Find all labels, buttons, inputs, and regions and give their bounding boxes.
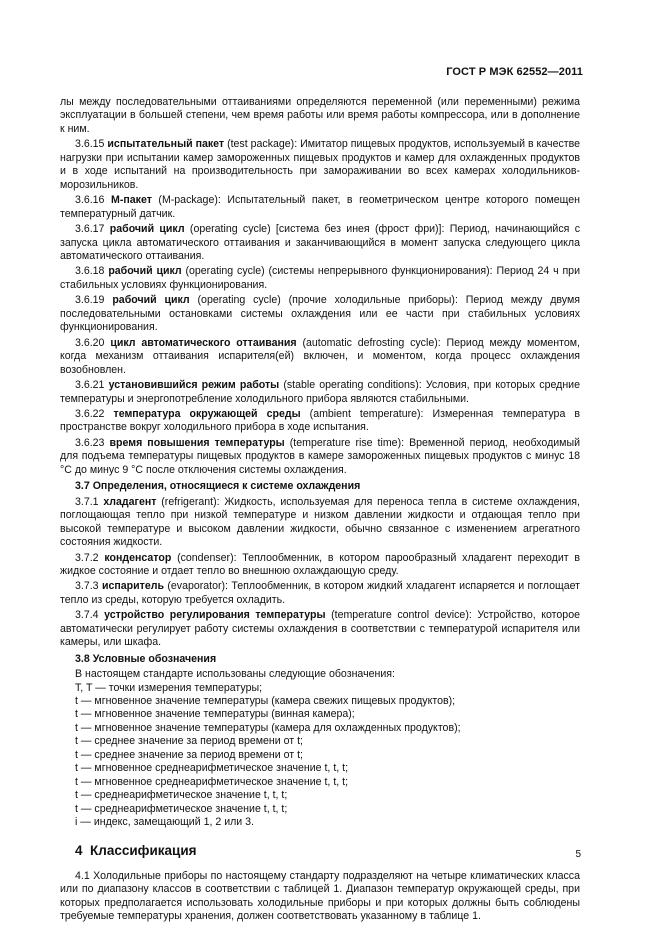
- clause-3-6-23: 3.6.23 время повышения температуры (temperature rise time): Временной период, необходимый для подъема температуры пищевых продуктов в камере замороженных пищевых продуктов с минус 18 °С до минус 9 °С после отключения системы охлаждения.: [60, 436, 580, 476]
- symbol-item: t — среднеарифметическое значение t, t, t;: [75, 802, 288, 815]
- term: устройство регулирования температуры: [104, 609, 326, 622]
- clause-3-6-18: 3.6.18 рабочий цикл (operating cycle) (системы непрерывного функционирования): Период 24 ч при стабильных условиях функционирования.: [60, 265, 580, 291]
- symbol-item: t — мгновенное среднеарифметическое значение t, t, t;: [75, 775, 349, 788]
- symbol-item: T, T — точки измерения температуры;: [75, 681, 263, 694]
- term: испаритель: [101, 580, 164, 593]
- symbol-item: t — мгновенное среднеарифметическое значение t, t, t;: [75, 762, 349, 775]
- symbol-item: t — среднее значение за период времени от t;: [75, 748, 303, 761]
- clause-3-6-22: 3.6.22 температура окружающей среды (ambient temperature): Измеренная температура в пространстве вокруг холодильного прибора в ходе испытания.: [60, 407, 580, 434]
- symbol-item: i — индекс, замещающий 1, 2 или 3.: [75, 816, 254, 829]
- section-heading-3-8: 3.8 Условные обозначения: [75, 652, 217, 665]
- section-heading-4: 4 Классификация: [75, 842, 197, 858]
- term: конденсатор: [104, 551, 172, 564]
- clause-3-6-20: 3.6.20 цикл автоматического оттаивания (automatic defrosting cycle): Период между моментом, когда механизм оттаивания испарителя(ей) включен, и моментом, когда процесс охлаждения возобновлен.: [60, 336, 580, 376]
- symbol-item: t — мгновенное значение температуры (винная камера);: [75, 708, 355, 721]
- clause-3-7-1: 3.7.1 хладагент (refrigerant): Жидкость, используемая для переноса тепла в системе охлаждения, поглощающая тепло при низкой температуре и низком давлении жидкости и отдающая тепло при высокой температуре и высоком давлении жидкости, обычно связанное с изменением агрегатного состояния жидкости.: [60, 495, 580, 549]
- term: рабочий цикл: [108, 265, 182, 278]
- term: рабочий цикл: [109, 223, 185, 236]
- page-content: [60, 96, 580, 926]
- clause-3-6-21: 3.6.21 установившийся режим работы (stable operating conditions): Условия, при которых средние температуры и энергопотребление холодильного прибора являются стабильными.: [60, 379, 580, 405]
- clause-3-6-17: 3.6.17 рабочий цикл (operating cycle) [система без инея (фрост фри)]: Период, начинающийся с запуска цикла автоматического оттаивания и заканчивающийся в момент запуска следующего цикла автоматического оттаивания.: [60, 223, 580, 262]
- clause-3-6-19: 3.6.19 рабочий цикл (operating cycle) (прочие холодильные приборы): Период между двумя последовательными остановками системы охлаждения или ее части при стабильных условиях функционирования.: [60, 294, 581, 334]
- term: время повышения температуры: [109, 436, 285, 449]
- clause-3-7-4: 3.7.4 устройство регулирования температуры (temperature control device): Устройство, которое автоматически регулирует работу системы охлаждения в соответствии с температурой испарителя или камеры, или шкафа.: [60, 609, 580, 649]
- clause-3-7-3: 3.7.3 испаритель (evaporator): Теплообменник, в котором жидкий хладагент испаряется и поглощает тепло из среды, которую требуется охладить.: [60, 580, 580, 606]
- clause-3-6-16: 3.6.16 М-пакет (M-package): Испытательный пакет, в геометрическом центре которого помещен температурный датчик.: [60, 194, 580, 220]
- term: испытательный пакет: [107, 138, 225, 151]
- term: рабочий цикл: [112, 294, 190, 307]
- paragraph-continuation: лы между последовательными оттаиваниями определяются переменной (или переменными) режима эксплуатации в большей степени, чем время работы или время работы компрессора, или в дополнение к ним.: [60, 96, 580, 135]
- term: хладагент: [103, 495, 157, 508]
- symbol-item: t — мгновенное значение температуры (камера свежих пищевых продуктов);: [75, 695, 456, 708]
- symbol-item: t — мгновенное значение температуры (камера для охлажденных продуктов);: [75, 721, 461, 734]
- document-id: ГОСТ Р МЭК 62552—2011: [446, 66, 583, 78]
- symbols-list: [60, 682, 580, 830]
- clause-3-6-15: 3.6.15 испытательный пакет (test package): Имитатор пищевых продуктов, используемый в качестве нагрузки при испытании камер замороженных пищевых продуктов и камер для охлажденных продуктов и в ходе испытаний на производительность при замораживании во всех камерах холодильников-морозильников.: [60, 138, 581, 191]
- symbols-intro: В настоящем стандарте использованы следующие обозначения:: [75, 668, 395, 681]
- clause-3-7-2: 3.7.2 конденсатор (condenser): Теплообменник, в котором парообразный хладагент переходит в жидкое состояние и отдает тепло во внешнюю охлаждающую среду.: [60, 551, 580, 577]
- clause-4-1: 4.1 Холодильные приборы по настоящему стандарту подразделяют на четыре климатических класса или по диапазону классов в соответствии с таблицей 1. Диапазон температур окружающей среды, при которых предполагается использовать холодильные приборы и при которых должны быть соблюдены требуемые температуры хранения, должен соответствовать указанному в таблице 1.: [60, 870, 580, 923]
- symbol-item: t — среднее значение за период времени от t;: [75, 735, 303, 748]
- symbol-item: t — среднеарифметическое значение t, t, t;: [75, 789, 288, 802]
- term: цикл автоматического оттаивания: [110, 336, 297, 349]
- term: температура окружающей среды: [113, 407, 301, 420]
- page-number: 5: [575, 849, 581, 860]
- term: установившийся режим работы: [108, 379, 280, 392]
- section-heading-3-7: 3.7 Определения, относящиеся к системе охлаждения: [75, 480, 361, 493]
- term: М-пакет: [111, 194, 152, 207]
